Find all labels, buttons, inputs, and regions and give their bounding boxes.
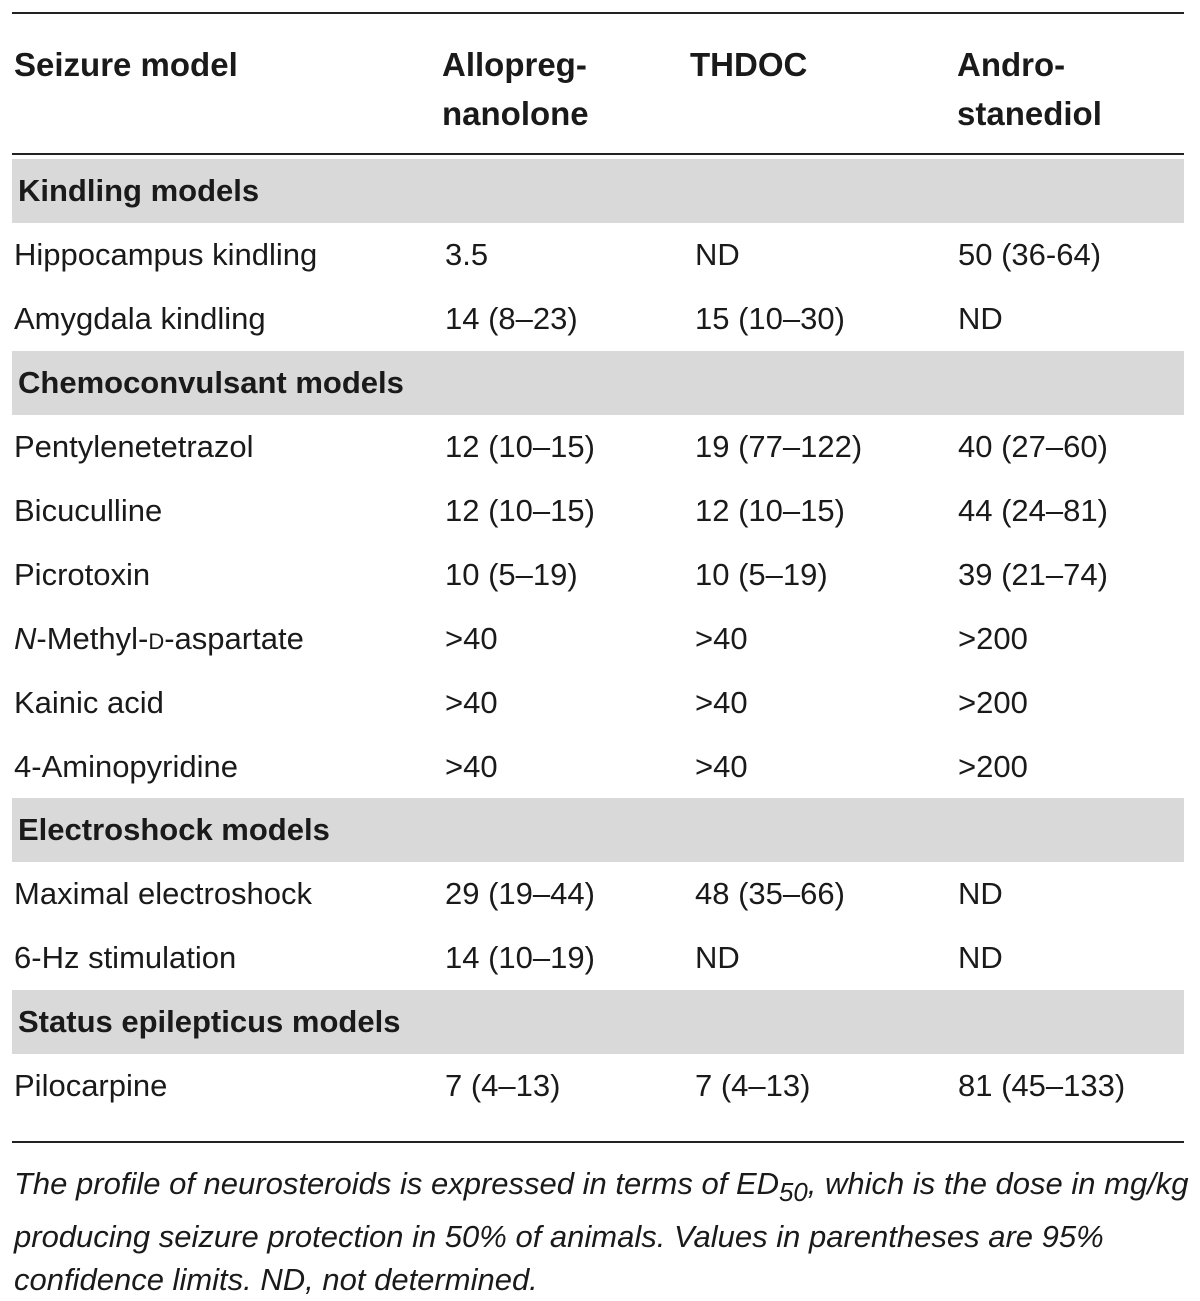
cell-thdoc: 12 (10–15) [695, 493, 845, 528]
cell-androstanediol: 39 (21–74) [958, 557, 1108, 592]
cell-allopregnanolone: 12 (10–15) [445, 429, 595, 464]
cell-allopregnanolone: >40 [445, 749, 498, 784]
cell-allopregnanolone: >40 [445, 621, 498, 656]
cell-thdoc: 19 (77–122) [695, 429, 863, 464]
section-title: Status epilepticus models [18, 1004, 401, 1039]
cell-allopregnanolone: 29 (19–44) [445, 876, 595, 911]
footnote-text: , which is the dose in mg/kg producing seizure protection in 50% of animals. Values in parentheses are 95% confidence limits. ND, not determined. [14, 1166, 1189, 1298]
table-row [12, 479, 1184, 543]
header-seizure-model: Seizure model [14, 46, 238, 83]
bottom-rule [12, 1141, 1184, 1143]
cell-androstanediol: >200 [958, 621, 1028, 656]
table-row [12, 287, 1184, 351]
model-part: -aspartate [164, 621, 304, 656]
cell-thdoc: >40 [695, 749, 748, 784]
table-row [12, 415, 1184, 479]
header-rule [12, 153, 1184, 155]
model-part: -Methyl- [36, 621, 149, 656]
table-row [12, 862, 1184, 926]
table-row [12, 735, 1184, 799]
top-rule [12, 12, 1184, 14]
cell-allopregnanolone: 7 (4–13) [445, 1068, 561, 1103]
cell-androstanediol: 81 (45–133) [958, 1068, 1126, 1103]
cell-allopregnanolone: >40 [445, 685, 498, 720]
header-thdoc: THDOC [690, 46, 808, 83]
cell-thdoc: 15 (10–30) [695, 301, 845, 336]
cell-androstanediol: 50 (36-64) [958, 237, 1102, 272]
cell-androstanediol: 40 (27–60) [958, 429, 1108, 464]
cell-allopregnanolone: 3.5 [445, 237, 489, 272]
cell-allopregnanolone: 14 (10–19) [445, 940, 595, 975]
header-allopregnanolone: Allopreg- nanolone [442, 46, 589, 132]
cell-model: Pilocarpine [14, 1068, 168, 1103]
footnote-text: The profile of neurosteroids is expressed in terms of ED [14, 1166, 780, 1201]
table-row [12, 1054, 1184, 1118]
model-italic-part: N [14, 621, 37, 656]
model-smallcaps-part: d [148, 621, 165, 656]
cell-thdoc: >40 [695, 621, 748, 656]
cell-thdoc: >40 [695, 685, 748, 720]
cell-thdoc: ND [695, 237, 740, 272]
cell-model: 6-Hz stimulation [14, 940, 237, 975]
table-row [12, 926, 1184, 990]
cell-androstanediol: ND [958, 940, 1003, 975]
cell-model: Bicuculline [14, 493, 163, 528]
cell-model: Hippocampus kindling [14, 237, 318, 272]
cell-androstanediol: >200 [958, 685, 1028, 720]
cell-model: Amygdala kindling [14, 301, 266, 336]
table-row [12, 607, 1184, 671]
section-title: Chemoconvulsant models [18, 365, 404, 400]
section-electroshock-models [12, 798, 1184, 862]
cell-thdoc: 7 (4–13) [695, 1068, 811, 1103]
cell-model: Kainic acid [14, 685, 164, 720]
section-kindling-models [12, 159, 1184, 223]
cell-androstanediol: ND [958, 876, 1003, 911]
table-footnote [14, 1162, 1194, 1301]
cell-model: Picrotoxin [14, 557, 151, 592]
cell-thdoc: 10 (5–19) [695, 557, 828, 592]
cell-androstanediol: ND [958, 301, 1003, 336]
header-androstanediol: Andro- stanediol [957, 46, 1102, 132]
cell-androstanediol: >200 [958, 749, 1028, 784]
footnote-subscript: 50 [779, 1179, 808, 1208]
cell-model: Pentylenetetrazol [14, 429, 254, 464]
table-row [12, 671, 1184, 735]
cell-thdoc: ND [695, 940, 740, 975]
cell-androstanediol: 44 (24–81) [958, 493, 1108, 528]
table-row [12, 223, 1184, 287]
section-chemoconvulsant-models [12, 351, 1184, 415]
section-title: Electroshock models [18, 812, 330, 847]
section-title: Kindling models [18, 173, 260, 208]
table-header [12, 40, 1184, 148]
table-row [12, 543, 1184, 607]
cell-allopregnanolone: 14 (8–23) [445, 301, 578, 336]
cell-model: Maximal electroshock [14, 876, 313, 911]
cell-model: 4-Aminopyridine [14, 749, 238, 784]
section-status-epilepticus-models [12, 990, 1184, 1054]
cell-allopregnanolone: 12 (10–15) [445, 493, 595, 528]
cell-model [14, 607, 304, 671]
cell-allopregnanolone: 10 (5–19) [445, 557, 578, 592]
cell-thdoc: 48 (35–66) [695, 876, 845, 911]
